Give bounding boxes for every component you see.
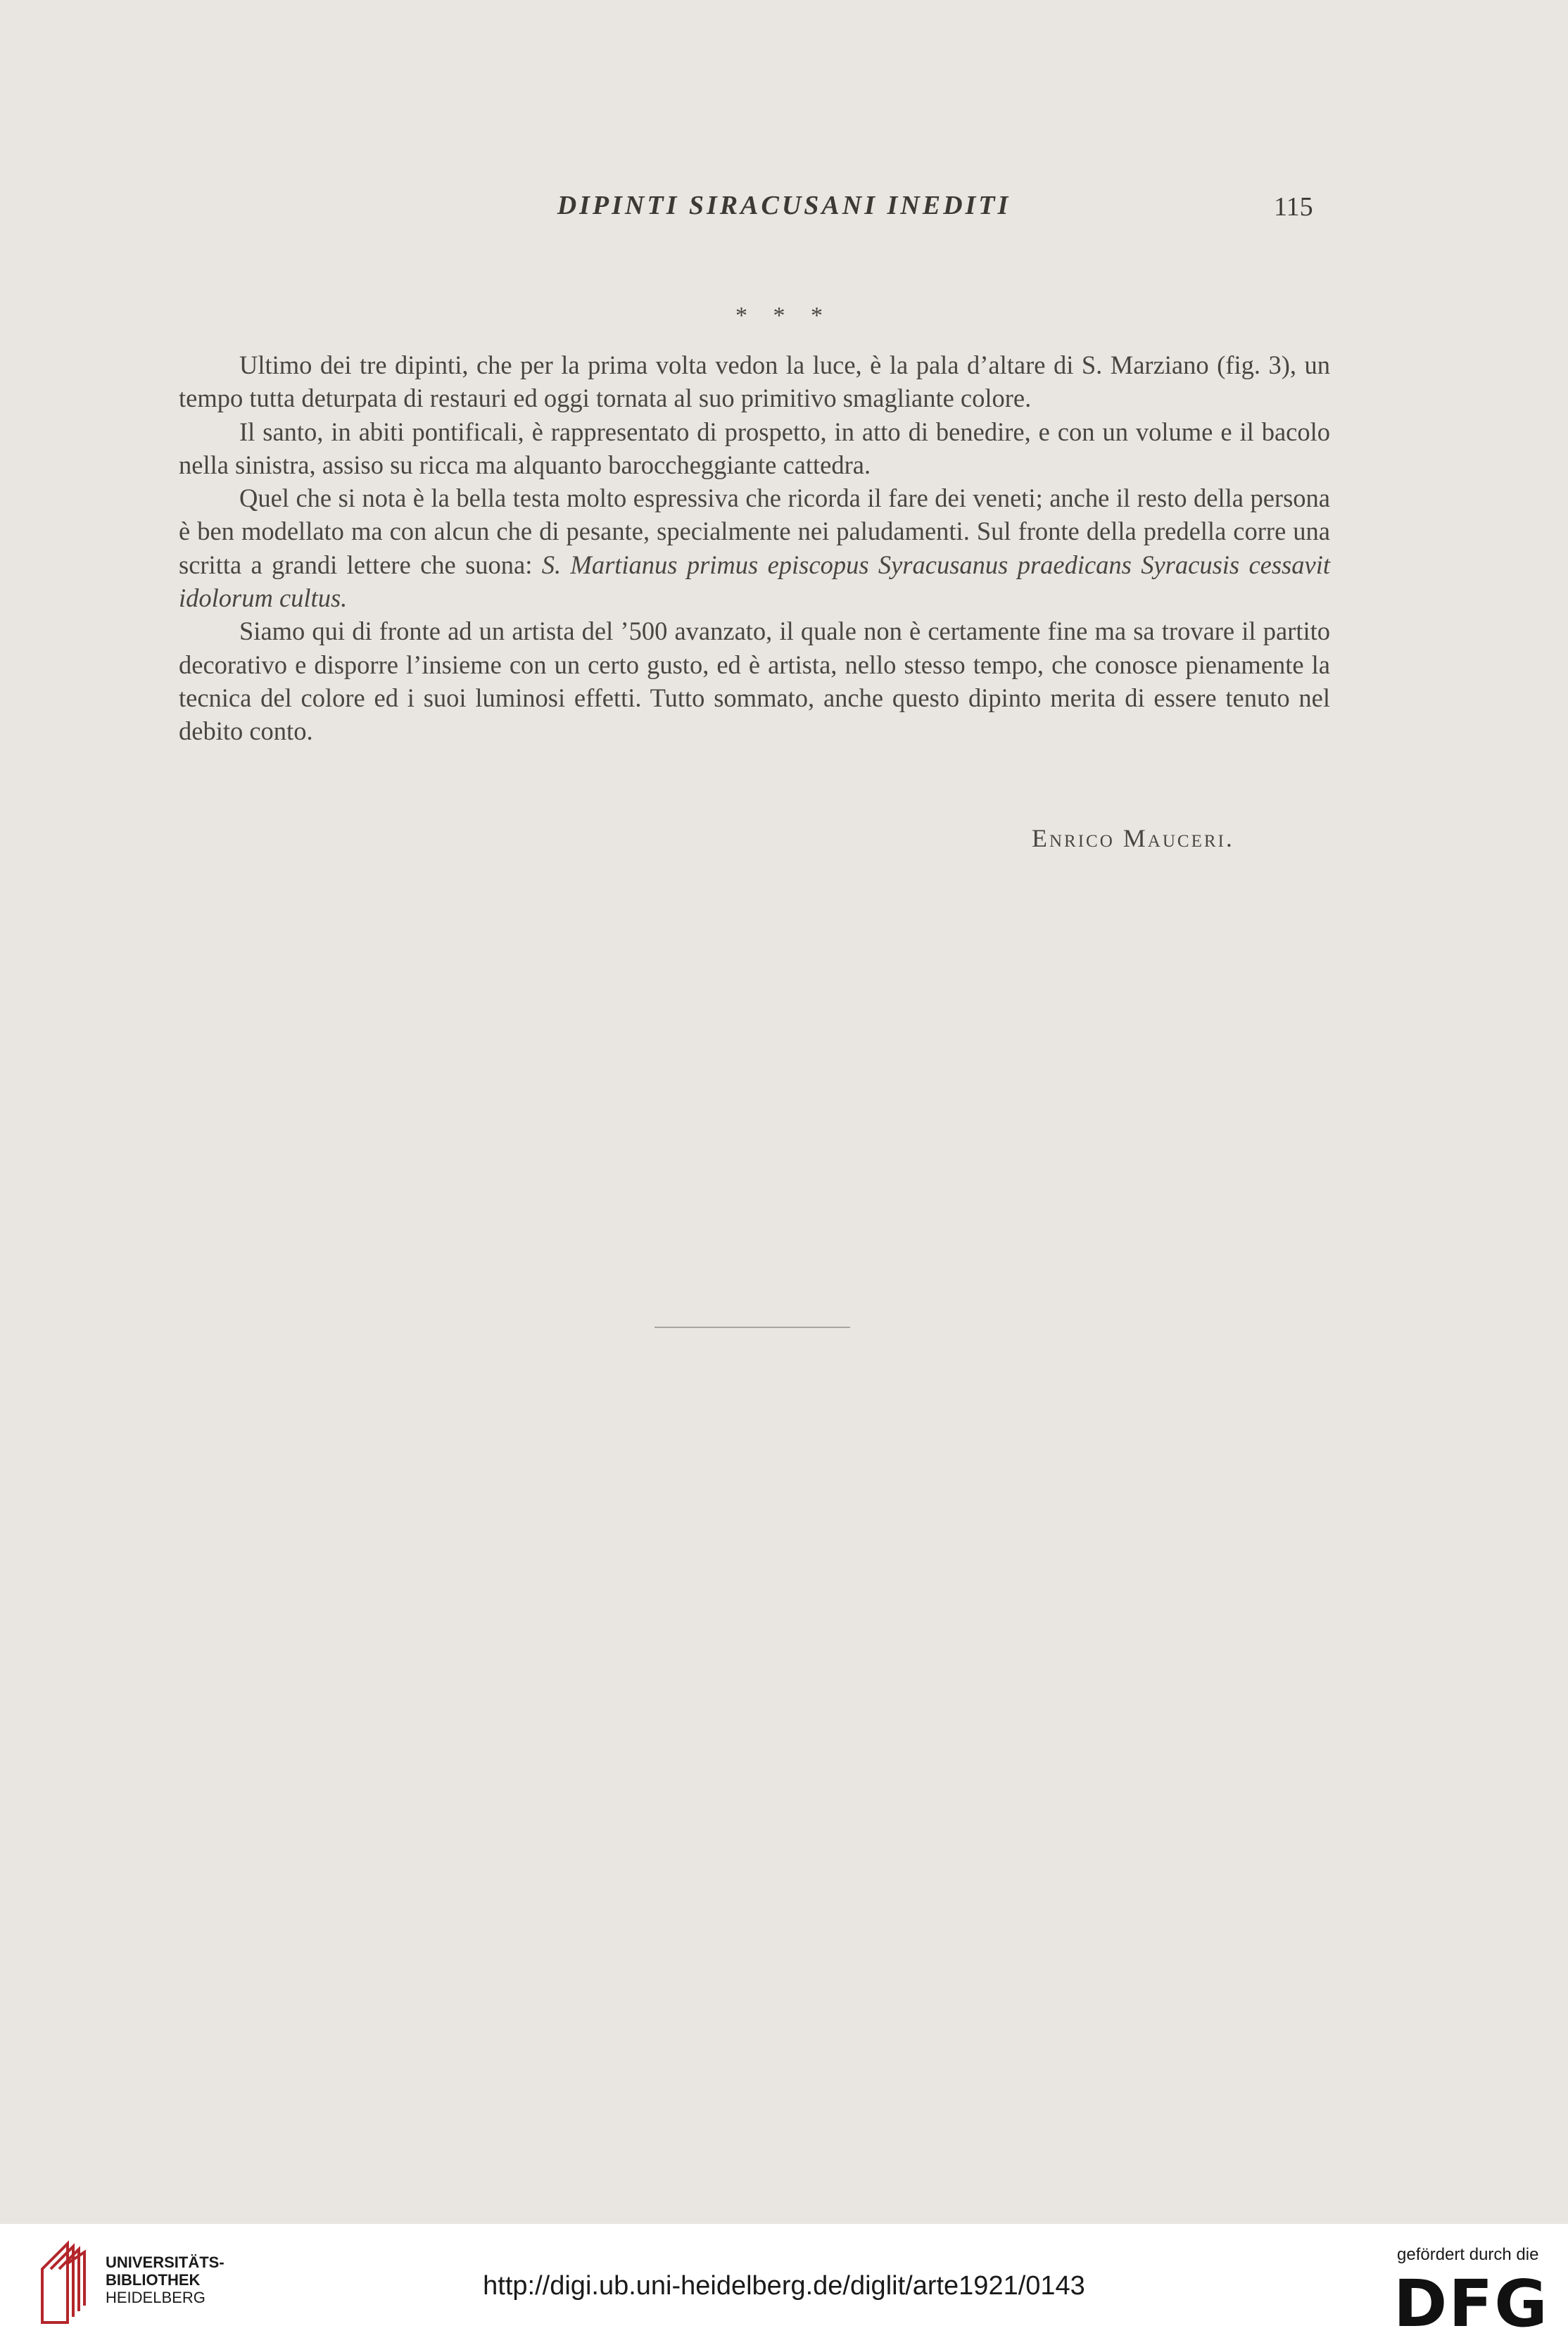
library-name-line: BIBLIOTHEK [106,2271,201,2289]
paragraph [179,481,1330,614]
paragraph-text: Quel che si nota è la bella testa molto espressiva che ricorda il fare dei veneti; anche il resto della persona è ben modellato ma con alcun che di pesante, specialmente nei paludamenti. Sul fronte della predella corre una scritta a grandi lettere che suona: [179,483,1330,579]
paragraph [179,614,1330,747]
digitization-footer [0,2224,1568,2345]
paragraph [179,415,1330,482]
paragraph-text: Ultimo dei tre dipinti, che per la prima volta vedon la luce, è la pala d’altare di S. Marziano (fig. 3), un tempo tutta deturpata di restauri ed oggi tornata al suo primitivo smagliante colore. [179,350,1330,413]
running-title: DIPINTI SIRACUSANI INEDITI [557,191,1011,220]
article-body [179,348,1330,748]
page-number: 115 [1274,192,1313,222]
paragraph-text: Siamo qui di fronte ad un artista del ’500 avanzato, il quale non è certamente fine ma sa trovare il partito decorativo e disporre l’insieme con un certo gusto, ed è artista, nello stesso tempo, che conosce pienamente la tecnica del colore ed i suoi luminosi effetti. Tutto sommato, anche questo dipinto merita di essere tenuto nel debito conto. [179,617,1330,746]
horizontal-rule [655,1327,850,1328]
library-name-line: UNIVERSITÄTS- [106,2254,225,2271]
section-break: * * * [735,303,833,329]
author-signature: Enrico Mauceri. [1032,824,1234,852]
funded-by-label: gefördert durch die [1397,2245,1539,2264]
library-name-line: HEIDELBERG [106,2289,206,2306]
permalink-url[interactable]: http://digi.ub.uni-heidelberg.de/diglit/arte1921/0143 [483,2271,1085,2301]
dfg-logo: DFG [1393,2266,1549,2341]
paragraph-text: Il santo, in abiti pontificali, è rappresentato di prospetto, in atto di benedire, e con un volume e il bacolo nella sinistra, assiso su ricca ma alquanto baroccheggiante cattedra. [179,417,1330,479]
latin-inscription: S. Martianus primus episcopus Syracusanus praedicans Syracusis cessavit idolorum cultus. [179,550,1330,613]
paragraph [179,348,1330,415]
